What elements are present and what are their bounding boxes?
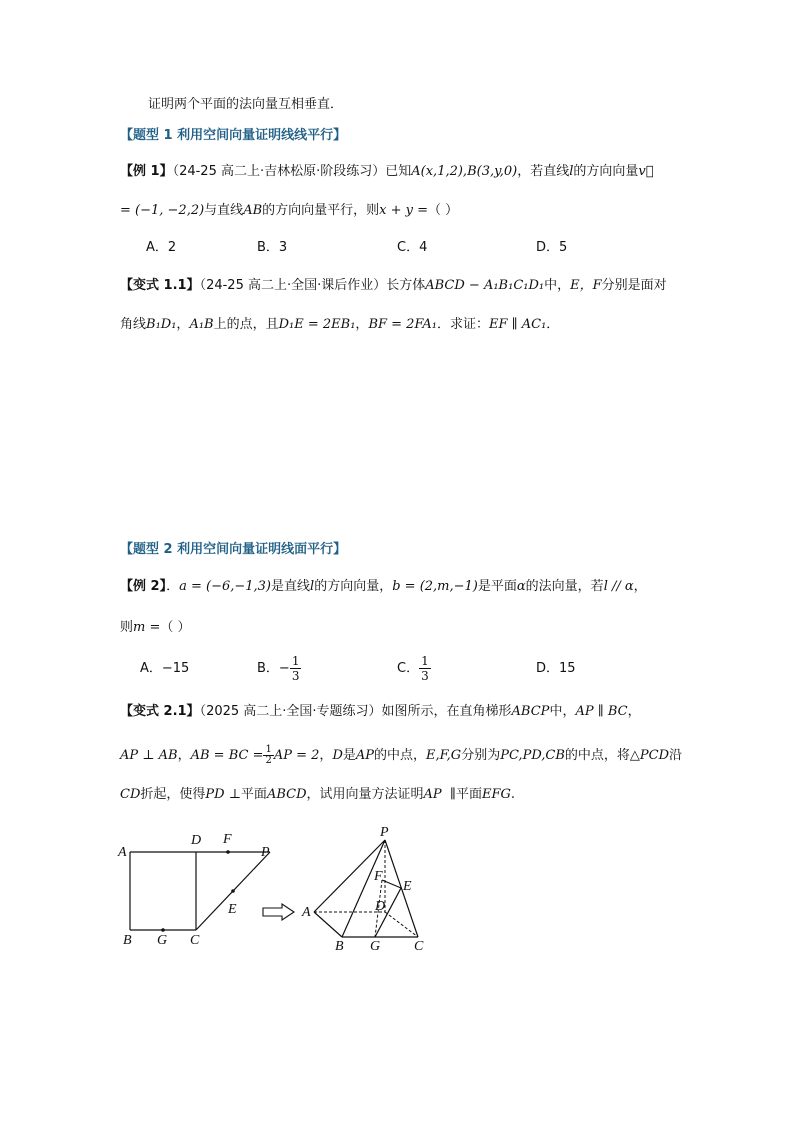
example2-tag: 【例 2】 [120, 579, 167, 594]
example1-text: 的方向向量平行，则 [262, 203, 380, 218]
label-g: G [157, 933, 168, 948]
variant2-math: EFG [481, 787, 511, 802]
example2-line1 [120, 578, 647, 596]
example2-vector-b: b = (2,m,−1) [392, 579, 478, 594]
variant2-text: . [510, 787, 515, 802]
example2-math: α [516, 579, 526, 594]
variant2-math: AP ∥ BC [575, 704, 628, 719]
example1-option-b: B．3 [257, 240, 288, 255]
variant2-math: △PCD [629, 748, 670, 763]
fraction-numerator: 1 [291, 654, 300, 668]
example1-text: 与直线 [204, 203, 244, 218]
example1-option-c: C．4 [397, 240, 428, 255]
example2-blank: （ ） [160, 620, 191, 635]
example1-text: 的方向向量 [573, 164, 639, 179]
variant2-line1 [120, 703, 641, 721]
example2-option-c [397, 654, 431, 683]
trapezoid-figure [112, 820, 292, 955]
variant1-source: （24-25 高二上·全国·课后作业）长方体 [199, 278, 426, 293]
example2-math: l [310, 579, 315, 594]
example1-blank: （ ） [428, 203, 459, 218]
variant2-math: E,F,G [426, 748, 462, 763]
variant2-math: D [332, 748, 343, 763]
example1-vector-v: v⃗ [638, 164, 654, 179]
example2-vector-a: a = (−6,−1,3) [179, 579, 272, 594]
label-c: C [414, 939, 424, 954]
variant2-text: ， [627, 704, 641, 719]
label-f: F [374, 869, 383, 884]
variant1-text: ． [546, 317, 560, 332]
fraction-denominator: 3 [421, 669, 429, 683]
variant1-math: BF = 2FA₁ [368, 317, 437, 332]
section1-heading: 【题型 1 利用空间向量证明线线平行】 [120, 128, 347, 143]
option-b-prefix: B．− [257, 661, 290, 676]
variant2-text: 沿 [669, 748, 683, 763]
line-dc [385, 912, 418, 937]
variant1-text: ， [355, 317, 369, 332]
example2-text: 的方向向量， [314, 579, 393, 594]
variant1-tag: 【变式 1.1】 [120, 278, 200, 293]
variant1-math: A₁B [189, 317, 214, 332]
variant2-math: AP = 2 [273, 748, 320, 763]
variant1-math: B₁D₁ [146, 317, 177, 332]
variant1-cuboid: ABCD − A₁B₁C₁D₁ [425, 278, 545, 293]
variant1-text: 上的点，且 [213, 317, 279, 332]
label-p: P [261, 845, 270, 860]
variant2-math: AP ⊥ AB [120, 748, 178, 763]
variant2-line2 [120, 745, 682, 766]
example2-text: 是平面 [477, 579, 517, 594]
option-c-prefix: C． [397, 661, 420, 676]
variant2-math: AB = BC = [190, 748, 264, 763]
example2-text: 的法向量，若 [525, 579, 604, 594]
variant2-text: 中， [549, 704, 576, 719]
label-f: F [223, 832, 232, 847]
variant2-text: 平面 [455, 787, 482, 802]
example2-option-a: A．−15 [140, 661, 190, 676]
variant2-math: AP [355, 748, 375, 763]
section2-heading: 【题型 2 利用空间向量证明线面平行】 [120, 542, 347, 557]
variant1-text: 角线 [120, 317, 147, 332]
variant1-points: E，F [570, 278, 602, 293]
pyramid-figure [300, 822, 440, 957]
label-e: E [403, 879, 412, 894]
option-b-fraction [290, 654, 302, 683]
variant1-text: 中， [544, 278, 571, 293]
example1-option-a: A．2 [146, 240, 177, 255]
variant2-text: 折起，使得 [140, 787, 206, 802]
label-b: B [335, 939, 344, 954]
label-d: D [375, 899, 386, 914]
variant2-math: AP [423, 787, 442, 802]
fraction-denominator: 2 [265, 755, 272, 766]
variant2-text: 分别为 [461, 748, 501, 763]
point-f [226, 850, 230, 854]
variant2-tag: 【变式 2.1】 [120, 704, 200, 719]
variant1-math: EF ∥ AC₁ [488, 317, 547, 332]
arrow-icon [262, 903, 296, 921]
example2-dot: ． [166, 579, 180, 594]
fraction-numerator: 1 [265, 744, 272, 755]
line-ab [314, 912, 342, 937]
label-b: B [123, 933, 132, 948]
variant2-text: 是 [342, 748, 356, 763]
variant2-math: ABCP [511, 704, 550, 719]
variant2-text: 平面 [240, 787, 267, 802]
variant2-text: 的中点， [374, 748, 427, 763]
example2-text: 则 [120, 620, 134, 635]
variant2-fraction [263, 745, 273, 766]
variant1-text: 分别是面对 [601, 278, 667, 293]
label-g: G [370, 939, 381, 954]
example1-line1 [120, 163, 654, 181]
label-p: P [380, 825, 389, 840]
label-e: E [228, 902, 237, 917]
example1-tag: 【例 1】 [120, 164, 173, 179]
example2-text: 是直线 [271, 579, 311, 594]
variant1-text: ．求证： [436, 317, 489, 332]
example1-line2 [120, 202, 458, 220]
intro-text: 证明两个平面的法向量互相垂直． [148, 97, 344, 112]
example1-text: ，若直线 [517, 164, 570, 179]
variant2-text: 的中点，将 [564, 748, 630, 763]
point-e [231, 889, 235, 893]
variant2-math: PD ⊥ [205, 787, 241, 802]
example2-math: m = [133, 620, 161, 635]
variant1-line2 [120, 316, 559, 334]
variant2-math: ∥ [449, 787, 456, 802]
variant1-line1 [120, 277, 667, 295]
example1-line-l: l [569, 164, 574, 179]
point-g [161, 928, 165, 932]
label-a: A [302, 905, 311, 920]
variant2-source: （2025 高二上·全国·专题练习）如图所示，在直角梯形 [199, 704, 512, 719]
example1-source: （24-25 高二上·吉林松原·阶段练习）已知 [172, 164, 412, 179]
fraction-denominator: 3 [291, 669, 300, 683]
variant2-text: ， [177, 748, 191, 763]
label-c: C [190, 933, 200, 948]
variant2-line3 [120, 786, 515, 804]
example2-line2 [120, 619, 191, 637]
example2-math: l // α [603, 579, 634, 594]
example1-vector-value: = (−1, −2,2) [120, 203, 205, 218]
example1-line-ab: AB [243, 203, 263, 218]
label-d: D [191, 833, 202, 848]
variant2-text: ，试用向量方法证明 [306, 787, 424, 802]
line-pc [385, 840, 418, 937]
variant2-math: CD [120, 787, 141, 802]
variant1-math: D₁E = 2EB₁ [278, 317, 356, 332]
label-a: A [118, 845, 127, 860]
variant2-math: PC,PD,CB [500, 748, 565, 763]
example2-option-d: D．15 [536, 661, 576, 676]
intro-line [148, 96, 343, 114]
variant1-text: ， [176, 317, 190, 332]
fraction-numerator: 1 [421, 654, 429, 668]
variant2-math: ABCD [266, 787, 307, 802]
example1-option-d: D．5 [536, 240, 568, 255]
variant2-text: ， [319, 748, 333, 763]
line-pb [342, 840, 385, 937]
example2-text: ， [633, 579, 647, 594]
example2-option-b [257, 654, 301, 683]
example1-expression: x + y = [379, 203, 429, 218]
example1-points: A(x,1,2),B(3,y,0) [411, 164, 518, 179]
option-c-fraction [419, 654, 431, 683]
